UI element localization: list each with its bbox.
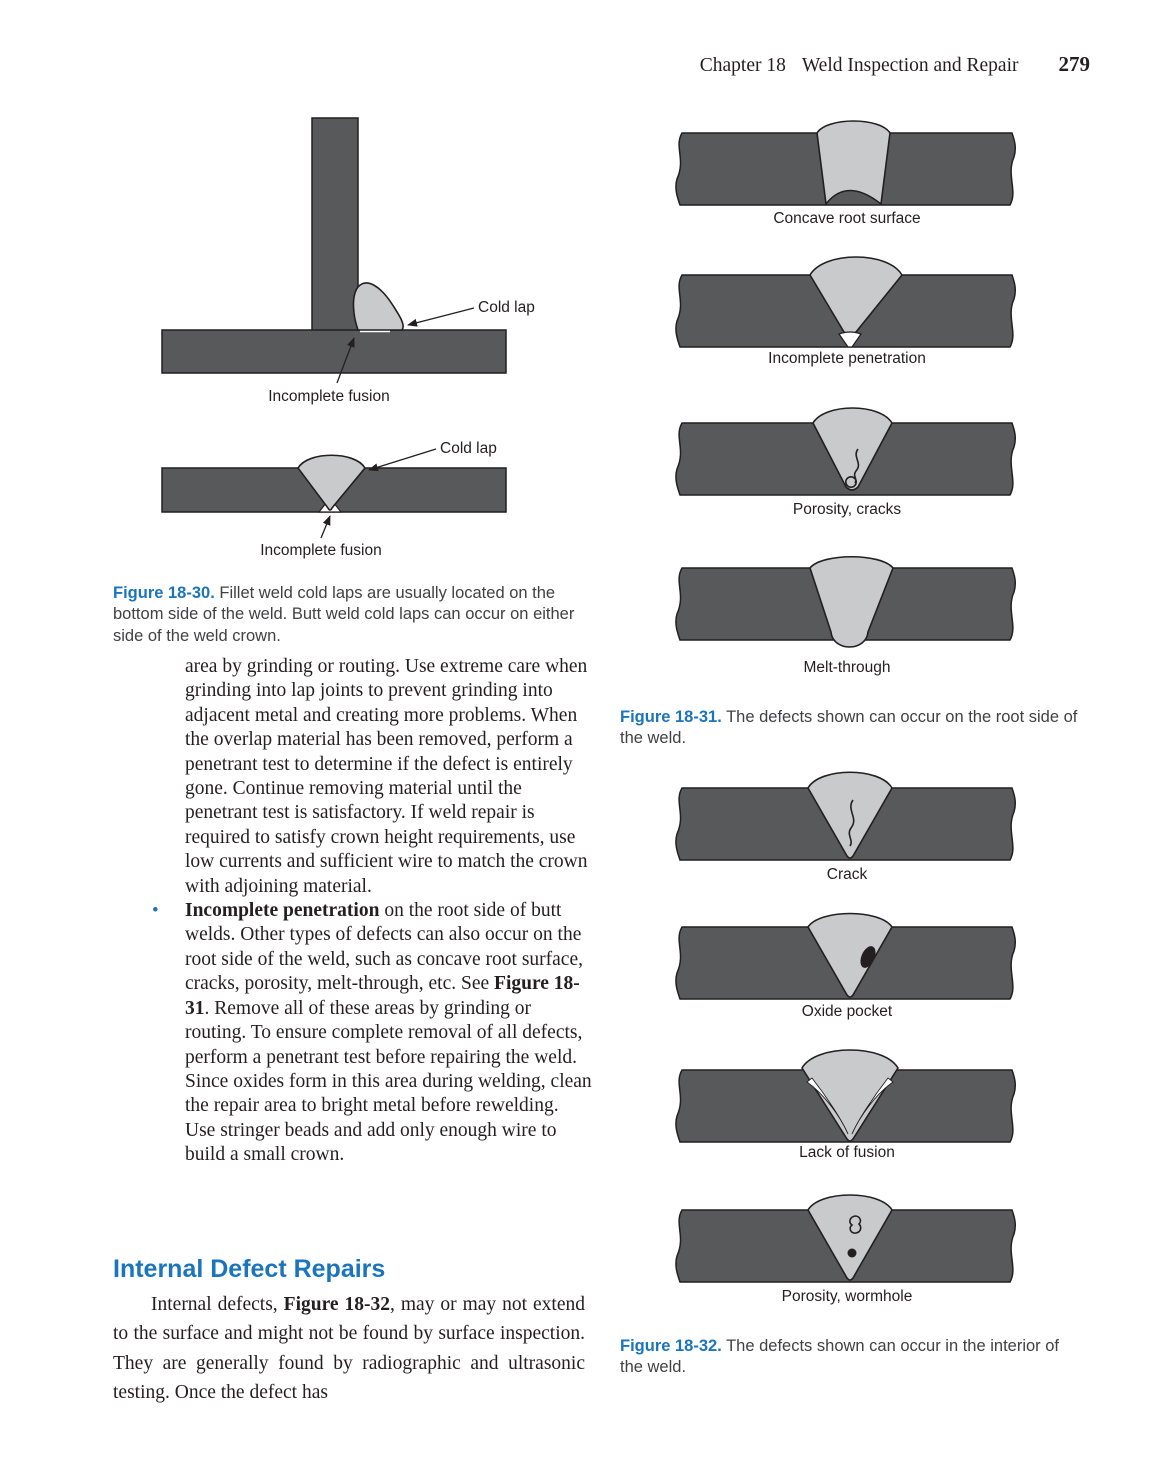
horizontal-plate [162, 330, 506, 373]
bullet-marker: • [152, 900, 159, 922]
diagram-label: Melt-through [803, 659, 891, 676]
closing-paragraph [113, 1290, 585, 1408]
figure-18-32-caption [620, 1336, 1086, 1379]
melt-through-diagram [662, 538, 1032, 658]
figure-18-30-caption-text: Fillet weld cold laps are usually located on the bottom side of the weld. Butt weld cold laps can occur on either side of the weld crown. [113, 583, 575, 645]
body-text [113, 655, 593, 1168]
closing-lead: Internal defects, [151, 1293, 284, 1315]
cold-lap-label: Cold lap [478, 299, 535, 316]
bullet-text-mid: on the root side of butt welds. Other types of defects can also occur on the root side of the weld, such as concave root surface, cracks, porosity, melt-through, etc. See [185, 900, 583, 995]
cold-lap-leader [369, 449, 436, 470]
section-heading: Internal Defect Repairs [113, 1254, 386, 1283]
diagram-label: Porosity, cracks [792, 501, 902, 518]
closing-figure-ref: Figure 18-32 [283, 1293, 390, 1315]
cold-lap-label: Cold lap [440, 440, 497, 457]
figure-18-30-caption-label: Figure 18-30. [113, 583, 215, 602]
paragraph-continuation: area by grinding or routing. Use extreme care when grinding into lap joints to prevent grinding into adjacent metal and creating more problems. When the overlap material has been removed, perform a penetrant test to determine if the defect is entirely gone. Continue removing material until the penetrant test is satisfactory. If weld repair is required to satisfy crown height requirements, use low currents and sufficient wire to match the crown with adjoining material. [185, 656, 588, 897]
fillet-weld-bead [353, 283, 403, 330]
incomplete-fusion-label: Incomplete fusion [268, 388, 390, 405]
figure-18-30-caption [113, 583, 581, 648]
figure-18-31-caption-text: The defects shown can occur on the root side of the weld. [620, 707, 1078, 747]
cold-lap-leader [408, 308, 474, 325]
concave-root-surface-diagram [662, 103, 1032, 223]
chapter-title: Weld Inspection and Repair [801, 55, 1019, 76]
bullet-item-incomplete-penetration [113, 899, 593, 1167]
fillet-weld-cold-lap-diagram [140, 112, 560, 412]
bullet-bold-lead: Incomplete penetration [185, 900, 380, 922]
vertical-plate [312, 118, 358, 331]
crack-diagram [662, 758, 1032, 878]
porosity-wormhole-diagram [662, 1180, 1032, 1300]
incomplete-penetration-diagram [662, 245, 1032, 365]
closing-tail: , may or may not extend to the surface and might not be found by surface inspection. They are generally found by radiographic and ultrasonic testing. Once the defect has [113, 1293, 585, 1403]
figure-18-31-caption [620, 707, 1086, 750]
diagram-label: Lack of fusion [799, 1144, 895, 1161]
bullet-figure-ref: Figure 18-31 [185, 973, 580, 1019]
diagram-label: Crack [826, 866, 868, 883]
incomplete-fusion-leader [321, 516, 330, 538]
figure-18-31-caption-label: Figure 18-31. [620, 707, 722, 726]
page-number: 279 [1058, 52, 1090, 76]
diagram-label: Incomplete penetration [768, 350, 926, 367]
diagram-label: Oxide pocket [801, 1003, 893, 1020]
oxide-pocket-diagram [662, 897, 1032, 1017]
incomplete-fusion-label: Incomplete fusion [260, 542, 382, 559]
porosity-pore [848, 1249, 857, 1258]
lack-of-fusion-diagram [662, 1040, 1032, 1160]
diagram-label: Porosity, wormhole [781, 1288, 913, 1305]
butt-weld-cold-lap-diagram [140, 425, 560, 570]
chapter-number: Chapter 18 [699, 55, 786, 76]
running-header [700, 52, 1090, 77]
bullet-text-end: . Remove all of these areas by grinding or routing. To ensure complete removal of all defects, perform a penetrant test before repairing the weld. Since oxides form in this area during welding, clean the repair area to bright metal before rewelding. Use stringer beads and add only enough wire to build a small crown. [185, 997, 592, 1166]
porosity-cracks-diagram [662, 393, 1032, 513]
figure-18-32-caption-label: Figure 18-32. [620, 1336, 722, 1355]
diagram-label: Concave root surface [773, 210, 921, 227]
figure-18-32-caption-text: The defects shown can occur in the interior of the weld. [620, 1336, 1060, 1376]
